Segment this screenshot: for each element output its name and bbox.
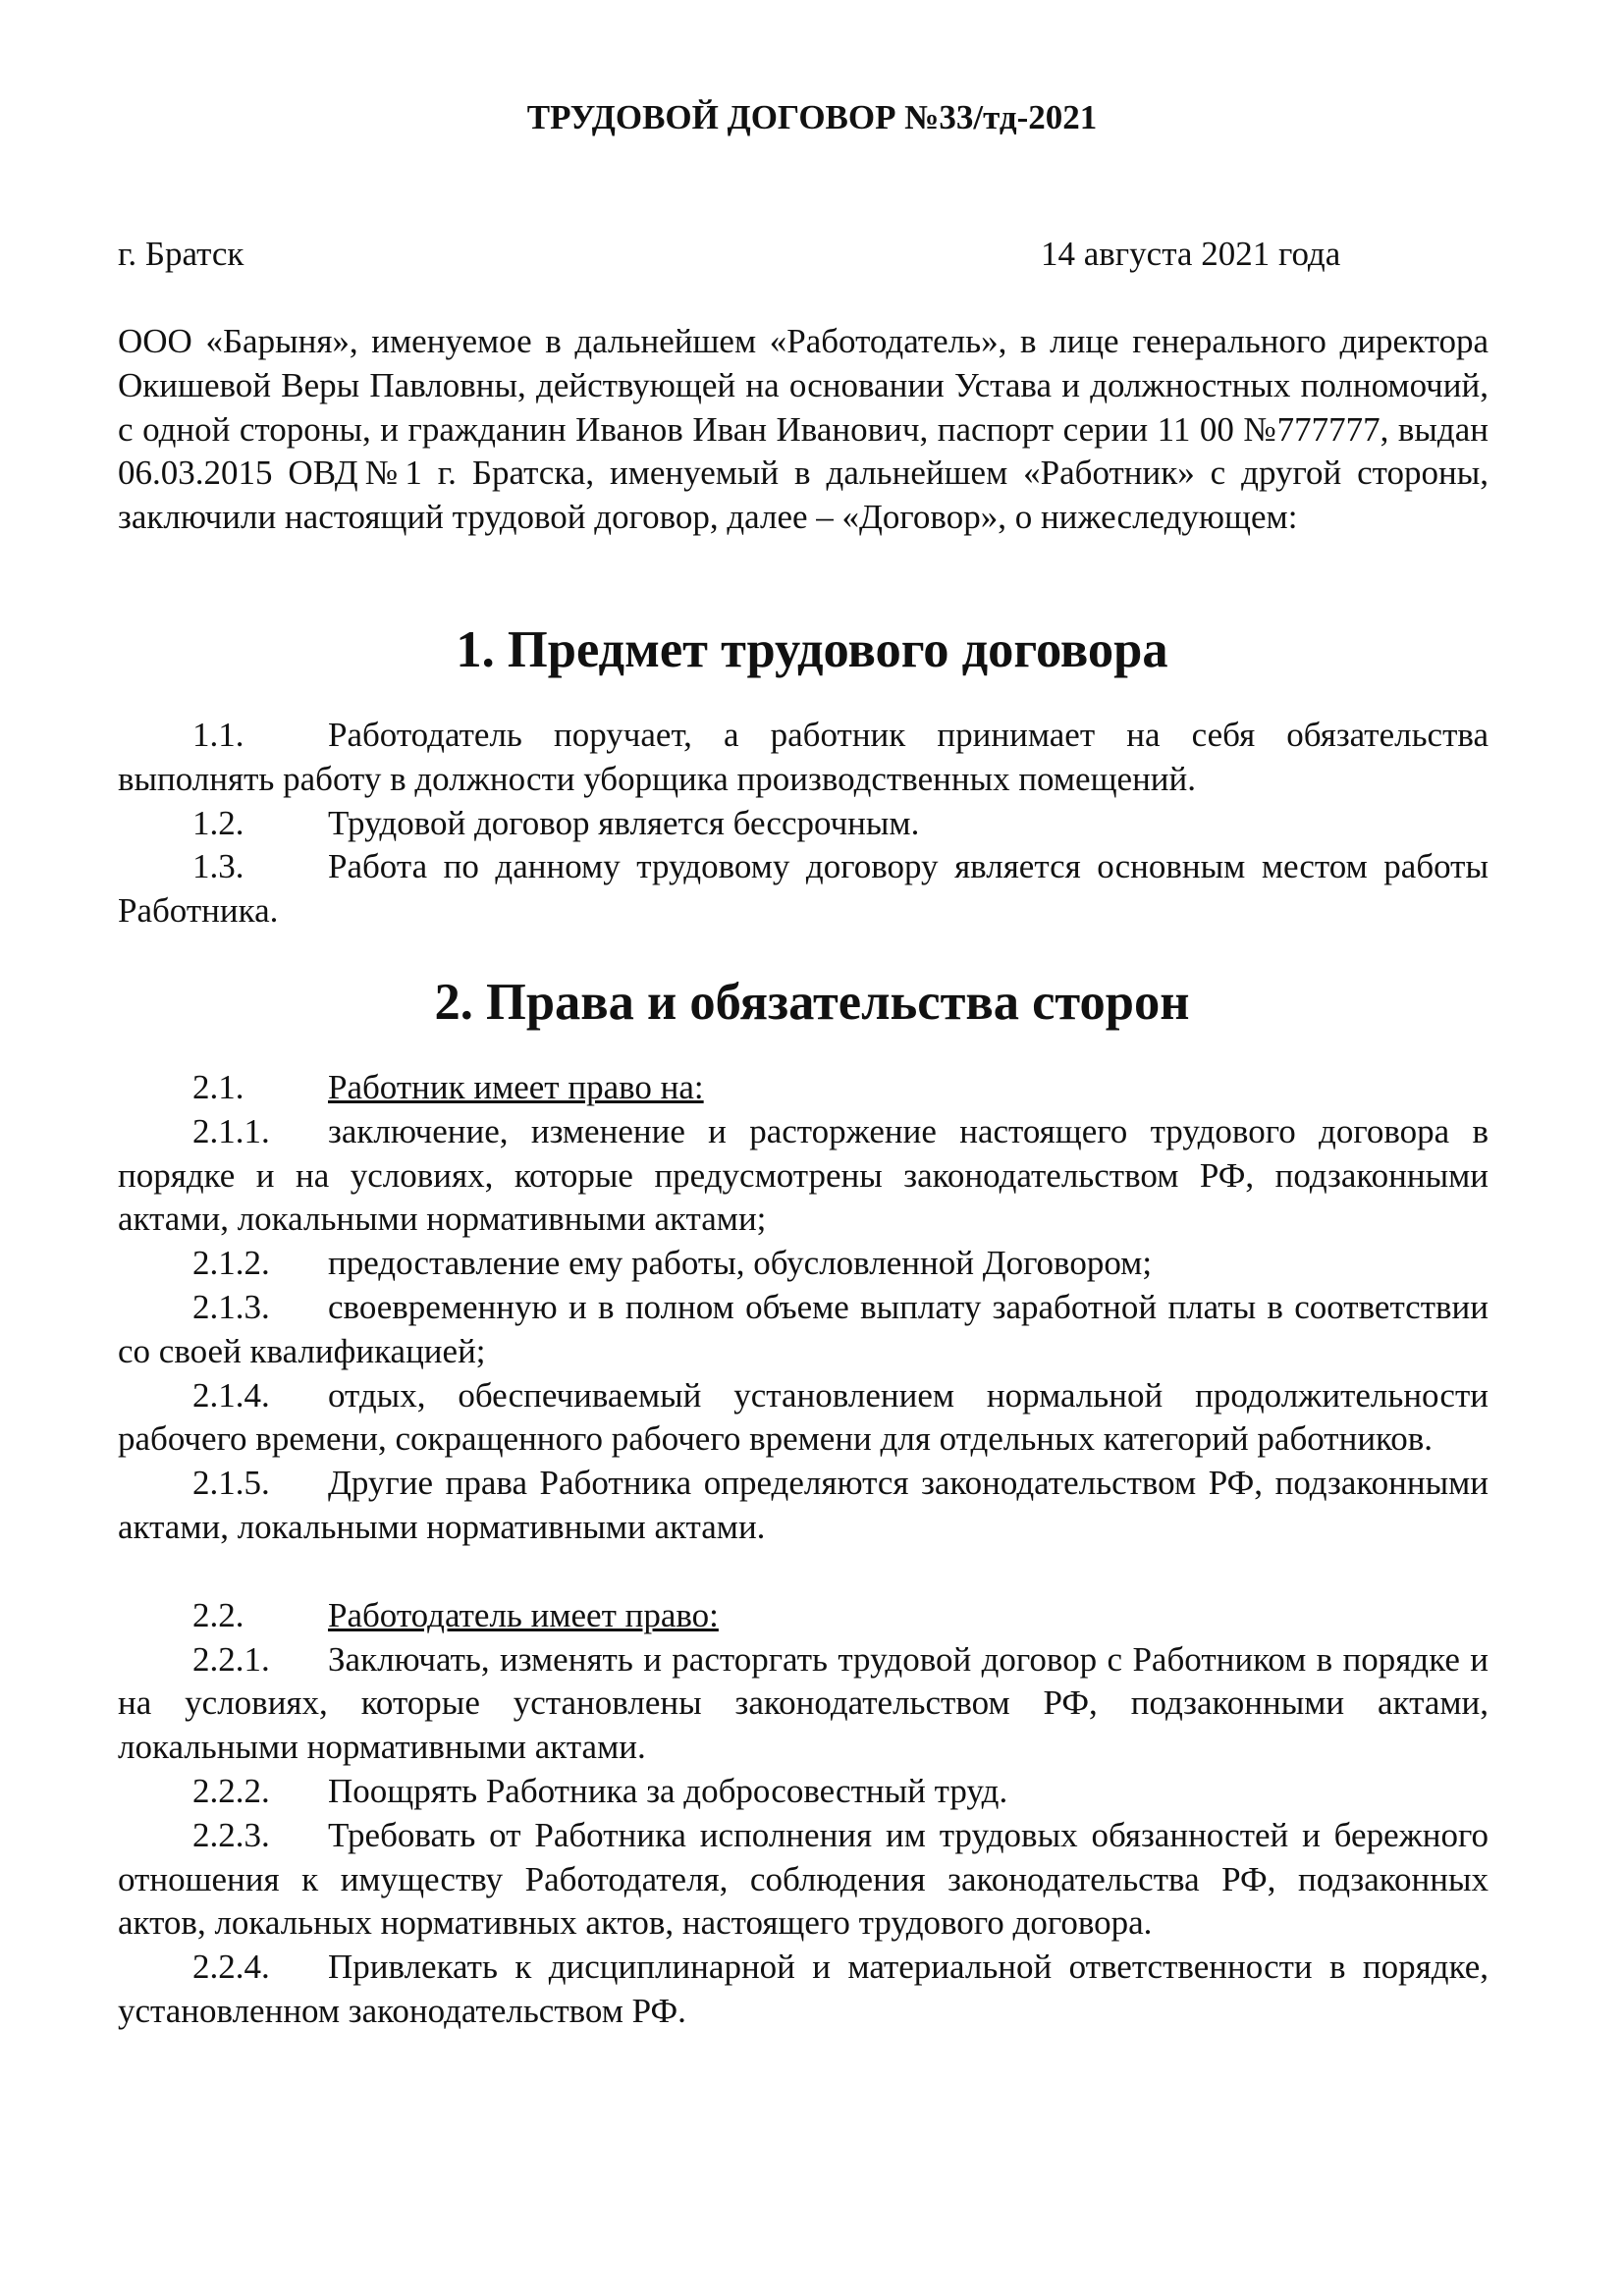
contract-city: г. Братск (118, 235, 244, 273)
clause-2-2-4 (118, 1946, 1489, 2034)
section-1-clauses (118, 714, 1489, 934)
clause-text: Поощрять Работника за добросовестный труд. (328, 1771, 1008, 1810)
contract-date: 14 августа 2021 года (1041, 235, 1341, 273)
document-title: ТРУДОВОЙ ДОГОВОР №33/тд-2021 (526, 98, 1098, 136)
clause-1-1 (118, 714, 1489, 802)
clause-text: Работодатель имеет право: (328, 1595, 719, 1634)
clause-text: отдых, обеспечиваемый установлением нормальной продолжительности рабочего времени, сокращенного рабочего времени для отдельных категорий работников. (118, 1375, 1489, 1459)
section-2-clauses (118, 1066, 1489, 2034)
clause-1-3 (118, 845, 1489, 934)
clause-number: 2.2.3. (192, 1815, 270, 1854)
clause-2-1-5 (118, 1462, 1489, 1550)
clause-2-1-4 (118, 1374, 1489, 1463)
clause-2-2 (118, 1594, 1489, 1638)
clause-2-2-1 (118, 1638, 1489, 1770)
section-2-heading: 2. Права и обязательства сторон (434, 974, 1190, 1031)
clause-number: 2.1.4. (192, 1375, 270, 1415)
clause-2-2-2 (118, 1770, 1489, 1814)
clause-number: 1.2. (192, 803, 244, 842)
clause-number: 2.2.4. (192, 1948, 270, 1987)
clause-number: 2.1.1. (192, 1111, 270, 1150)
clause-text: Требовать от Работника исполнения им трудовых обязанностей и бережного отношения к имуществу Работодателя, соблюдения законодательства РФ, подзаконных актов, локальных нормативных актов, настоящего трудового договора. (118, 1815, 1489, 1943)
clause-2-1-2 (118, 1242, 1489, 1286)
clause-2-1-1 (118, 1110, 1489, 1242)
clause-text: Трудовой договор является бессрочным. (328, 803, 920, 842)
clause-number: 2.2.2. (192, 1771, 270, 1810)
clause-number: 2.2. (192, 1595, 244, 1634)
clause-number: 2.1.5. (192, 1464, 270, 1503)
clause-number: 1.1. (192, 716, 244, 754)
clause-2-2-3 (118, 1814, 1489, 1946)
clause-text: Работодатель поручает, а работник принимает на себя обязательства выполнять работу в должности уборщика производственных помещений. (118, 716, 1489, 798)
clause-number: 2.2.1. (192, 1639, 270, 1679)
clause-text: своевременную и в полном объеме выплату заработной платы в соответствии со своей квалификацией; (118, 1287, 1489, 1370)
clause-text: Работник имеет право на: (328, 1068, 704, 1106)
clause-text: Работа по данному трудовому договору является основным местом работы Работника. (118, 847, 1489, 931)
clause-1-2 (118, 802, 1489, 846)
clause-2-1-3 (118, 1286, 1489, 1374)
clause-number: 1.3. (192, 847, 244, 886)
intro-paragraph: ООО «Барыня», именуемое в дальнейшем «Работодатель», в лице генерального директора Окишевой Веры Павловны, действующей на основании Устава и должностных полномочий, с одной стороны, и гражданин Иванов Иван Иванович, паспорт серии 11 00 №777777, выдан 06.03.2015 ОВД№1 г. Братска, именуемый в дальнейшем «Работник» с другой стороны, заключили настоящий трудовой договор, далее – «Договор», о нижеследующем: (118, 322, 1489, 537)
clause-text: Другие права Работника определяются законодательством РФ, подзаконными актами, локальными нормативными актами. (118, 1464, 1489, 1546)
clause-number: 2.1. (192, 1068, 244, 1106)
clause-2-1 (118, 1066, 1489, 1110)
clause-text: Привлекать к дисциплинарной и материальной ответственности в порядке, установленном законодательством РФ. (118, 1948, 1489, 2030)
clause-text: заключение, изменение и расторжение настоящего трудового договора в порядке и на условиях, которые предусмотрены законодательством РФ, подзаконными актами, локальными нормативными актами; (118, 1111, 1489, 1239)
clause-text: Заключать, изменять и расторгать трудовой договор с Работником в порядке и на условиях, которые установлены законодательством РФ, подзаконными актами, локальными нормативными актами. (118, 1639, 1489, 1767)
clause-number: 2.1.2. (192, 1244, 270, 1283)
clause-number: 2.1.3. (192, 1287, 270, 1326)
paragraph-spacer (118, 1550, 1489, 1594)
section-1-heading: 1. Предмет трудового договора (456, 621, 1168, 678)
clause-text: предоставление ему работы, обусловленной Договором; (328, 1244, 1153, 1283)
